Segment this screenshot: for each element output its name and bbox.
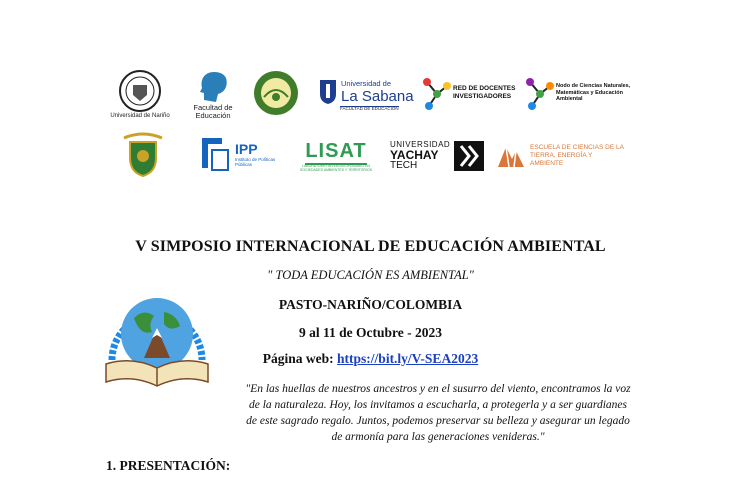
ipp-logo — [200, 132, 290, 176]
coat-of-arms-icon — [120, 130, 166, 180]
lisat-name: LISAT — [305, 140, 366, 165]
ipp-frame-icon — [200, 134, 232, 174]
yachay-logo — [390, 134, 492, 178]
sabana-sub: FACULTAD DE EDUCACIÓN — [340, 106, 399, 112]
green-seal-icon — [252, 69, 300, 117]
event-web — [0, 351, 741, 367]
escuela-tierra-logo — [496, 136, 630, 176]
section-heading: 1. PRESENTACIÓN: — [106, 458, 231, 473]
nodo-network-icon — [522, 74, 556, 112]
event-place: PASTO-NARIÑO/COLOMBIA — [278, 297, 463, 312]
ipp-name: IPP — [235, 141, 258, 157]
la-sabana-logo — [318, 70, 414, 120]
facultad-line1: Facultad de — [193, 102, 233, 112]
escuela-text: ESCUELA DE CIENCIAS DE LA TIERRA, ENERGÍA Y AMBIENTE — [530, 143, 624, 168]
event-title: V SIMPOSIO INTERNACIONAL DE EDUCACIÓN AMBIENTAL — [135, 238, 606, 255]
green-seal-logo — [251, 68, 301, 118]
narino-seal-icon — [118, 69, 162, 113]
facultad-educacion-logo — [186, 66, 240, 124]
red-docentes-logo — [416, 72, 520, 114]
event-motto: " TODA EDUCACIÓN ES AMBIENTAL" — [267, 268, 474, 282]
universidad-narino-logo — [110, 64, 170, 124]
event-dates: 9 al 11 de Octubre - 2023 — [299, 325, 442, 340]
yachay-line2: YACHAY — [390, 148, 439, 162]
lisat-logo — [294, 136, 378, 176]
yachay-line3: TECH — [390, 160, 418, 171]
head-profile-icon — [196, 70, 230, 104]
web-label: Página web: — [262, 351, 334, 366]
yachay-mark-icon — [454, 141, 484, 171]
sabana-name: La Sabana — [341, 88, 414, 106]
red-text: RED DE DOCENTES INVESTIGADORES — [453, 85, 516, 100]
ipp-sub: Instituto de Políticas Públicas — [235, 157, 276, 167]
facultad-line2: Educación — [195, 111, 231, 120]
network-nodes-icon — [419, 74, 453, 112]
coat-of-arms-logo — [116, 128, 170, 182]
inspirational-quote: "En las huellas de nuestros ancestros y en el susurro del viento, encontramos la voz de la naturaleza. Hoy, los invitamos a escucharla, a protegerla y a ser guardianes de este sagrado regalo. Juntos, podemos preservar su belleza y asegurar un legado de armonía para las generaciones venideras." — [245, 383, 631, 443]
lisat-sub: LABORATORIO INTERDISCIPLINARIO EN SOCIEDADES AMBIENTES Y TERRITORIOS — [300, 163, 372, 172]
nodo-ciencias-logo — [520, 72, 638, 114]
escuela-mountain-icon — [496, 141, 526, 171]
narino-caption: Universidad de Nariño — [110, 112, 170, 119]
sabana-top: Universidad de — [341, 79, 392, 89]
web-link[interactable]: https://bit.ly/V-SEA2023 — [337, 351, 479, 366]
nodo-text: Nodo de Ciencias Naturales, Matemáticas y Educación Ambiental — [556, 82, 631, 103]
yachay-line1: UNIVERSIDAD — [390, 140, 451, 149]
sabana-shield-icon — [318, 78, 338, 106]
